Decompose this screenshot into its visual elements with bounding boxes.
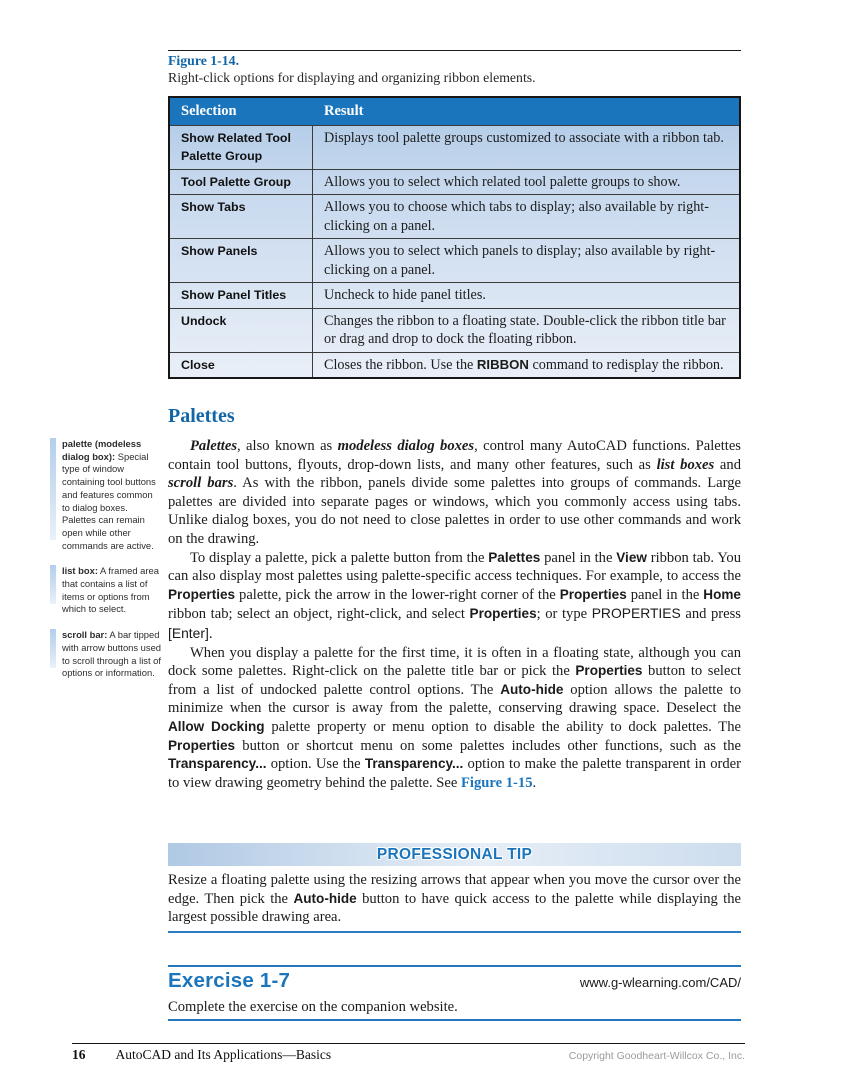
bold-term: Auto-hide — [293, 890, 357, 906]
bold-term: Properties — [575, 663, 643, 679]
margin-note-term: scroll bar: — [62, 629, 108, 641]
margin-note-bar — [50, 629, 56, 668]
margin-note-definition: A bar tipped with arrow buttons used to scroll through a list of options or information. — [62, 629, 162, 679]
table-cell-result: Allows you to choose which tabs to display; also available by right-clicking on a panel. — [313, 194, 739, 238]
tip-bottom-rule — [168, 931, 741, 933]
copyright-notice: Copyright Goodheart-Willcox Co., Inc. — [568, 1050, 745, 1062]
table-cell-result: Changes the ribbon to a floating state. Double-click the ribbon title bar or drag and drop to dock the floating ribbon. — [313, 308, 739, 352]
table-cell-result: Allows you to select which panels to display; also available by right-clicking on a panel. — [313, 238, 739, 282]
professional-tip-band — [168, 843, 741, 866]
italic-term: list boxes — [656, 456, 715, 473]
margin-note — [50, 438, 162, 552]
table-cell-selection: Close — [170, 352, 313, 378]
margin-note-bar — [50, 438, 56, 540]
margin-note — [50, 629, 162, 680]
professional-tip-body: Resize a floating palette using the resizing arrows that appear when you move the cursor over the edge. Then pick the Auto-hide button to have quick access to the palette while displaying the largest possible drawing area. — [168, 872, 742, 926]
bold-term: Properties — [168, 737, 236, 753]
section-heading-palettes: Palettes — [168, 405, 235, 427]
table-cell-result: Allows you to select which related tool palette groups to show. — [313, 169, 739, 195]
command-text: PROPERTIES — [591, 605, 681, 622]
footer-rule — [72, 1043, 745, 1044]
exercise-top-rule — [168, 965, 741, 967]
table-cell-result: Displays tool palette groups customized to associate with a ribbon tab. — [313, 125, 739, 169]
table-header-selection: Selection — [170, 98, 313, 125]
table-header-result: Result — [313, 98, 739, 125]
body-paragraph: To display a palette, pick a palette button from the Palettes panel in the View ribbon tab. You can also display most palettes using palette-specific access techniques. For example, to access the Properties palette, pick the arrow in the lower-right corner of the Properties panel in the Home ribbon tab; select an object, right-click, and select Properties; or type PROPERTIES and press [Enter]. — [168, 549, 742, 642]
table-cell-selection: Show Tabs — [170, 194, 313, 238]
italic-term: modeless dialog boxes — [337, 438, 475, 454]
margin-note-term: palette (modeless dialog box): — [62, 438, 142, 462]
exercise-url-link[interactable]: www.g-wlearning.com/CAD/ — [579, 975, 741, 990]
bold-term: Palettes — [488, 549, 541, 565]
body-paragraph: Palettes, also known as modeless dialog boxes, control many AutoCAD functions. Palettes contain tool buttons, flyouts, drop-down lists, and many other features, such as list boxes and scroll bars. As with the ribbon, panels divide some palettes into groups of commands. Large palettes are divided into separate pages or windows, which you commonly access using tabs. Unlike dialog boxes, you do not need to close palettes in order to use other commands and work on the drawing. — [168, 438, 741, 547]
table-cell-result: Closes the ribbon. Use the RIBBON command to redisplay the ribbon. — [313, 352, 739, 378]
bold-term: View — [616, 549, 647, 565]
body-text-column — [168, 437, 741, 792]
bold-term: Properties — [469, 606, 537, 622]
margin-note-text — [62, 629, 162, 680]
margin-note-text — [62, 565, 162, 616]
bold-term: Properties — [168, 586, 236, 602]
table-cell-selection: Undock — [170, 308, 313, 352]
bold-term: Transparency... — [168, 756, 267, 772]
table-cell-result: Uncheck to hide panel titles. — [313, 282, 739, 308]
figure-table — [168, 96, 741, 379]
italic-term: Palettes — [190, 438, 238, 454]
footer — [72, 1047, 745, 1063]
book-title: AutoCAD and Its Applications—Basics — [115, 1047, 332, 1062]
top-divider — [168, 50, 741, 51]
command-text: [Enter] — [168, 624, 209, 641]
figure-label: Figure 1-14. — [168, 53, 240, 68]
body-paragraph: When you display a palette for the first time, it is often in a floating state, although you can dock some palettes. Right-click on the palette title bar or pick the Properties button to select from a list of undocked palette control options. The Auto-hide option allows the palette to minimize when the cursor is away from the palette, conserving drawing space. Deselect the Allow Docking palette property or menu option to disable the ability to dock palettes. The Properties button or shortcut menu on some palettes includes other functions, such as the Transparency... option. Use the Transparency... option to make the palette transparent in order to view drawing geometry behind the palette. See Figure 1-15. — [168, 644, 742, 791]
bold-term: RIBBON — [476, 356, 529, 372]
table-cell-selection: Show Panels — [170, 238, 313, 282]
exercise-title: Exercise 1-7 — [168, 969, 291, 992]
bold-term: Auto-hide — [500, 681, 564, 697]
italic-term: scroll bars — [168, 475, 234, 492]
bold-term: Home — [703, 586, 741, 602]
margin-note — [50, 565, 162, 616]
page-number: 16 — [72, 1047, 86, 1062]
margin-note-text — [62, 438, 162, 552]
figure-caption: Right-click options for displaying and organizing ribbon elements. — [168, 70, 536, 85]
exercise-bottom-rule — [168, 1019, 741, 1021]
professional-tip-title: PROFESSIONAL TIP — [376, 845, 533, 863]
table-cell-selection: Tool Palette Group — [170, 169, 313, 195]
bold-term: Transparency... — [364, 756, 464, 772]
margin-note-term: list box: — [62, 565, 98, 577]
table-cell-selection: Show Related Tool Palette Group — [170, 125, 313, 169]
exercise-header — [168, 969, 741, 993]
margin-note-definition: Special type of window containing tool buttons and features common to dialog boxes. Palettes can remain open while other commands are active. — [62, 450, 156, 551]
margin-note-bar — [50, 565, 56, 604]
bold-term: Properties — [559, 586, 627, 602]
table-cell-selection: Show Panel Titles — [170, 282, 313, 308]
margin-note-definition: A framed area that contains a list of items or options from which to select. — [62, 565, 159, 615]
figure-reference-link[interactable]: Figure 1-15 — [461, 774, 533, 791]
exercise-body: Complete the exercise on the companion website. — [168, 999, 458, 1015]
margin-notes — [50, 438, 162, 693]
bold-term: Allow Docking — [168, 718, 265, 734]
